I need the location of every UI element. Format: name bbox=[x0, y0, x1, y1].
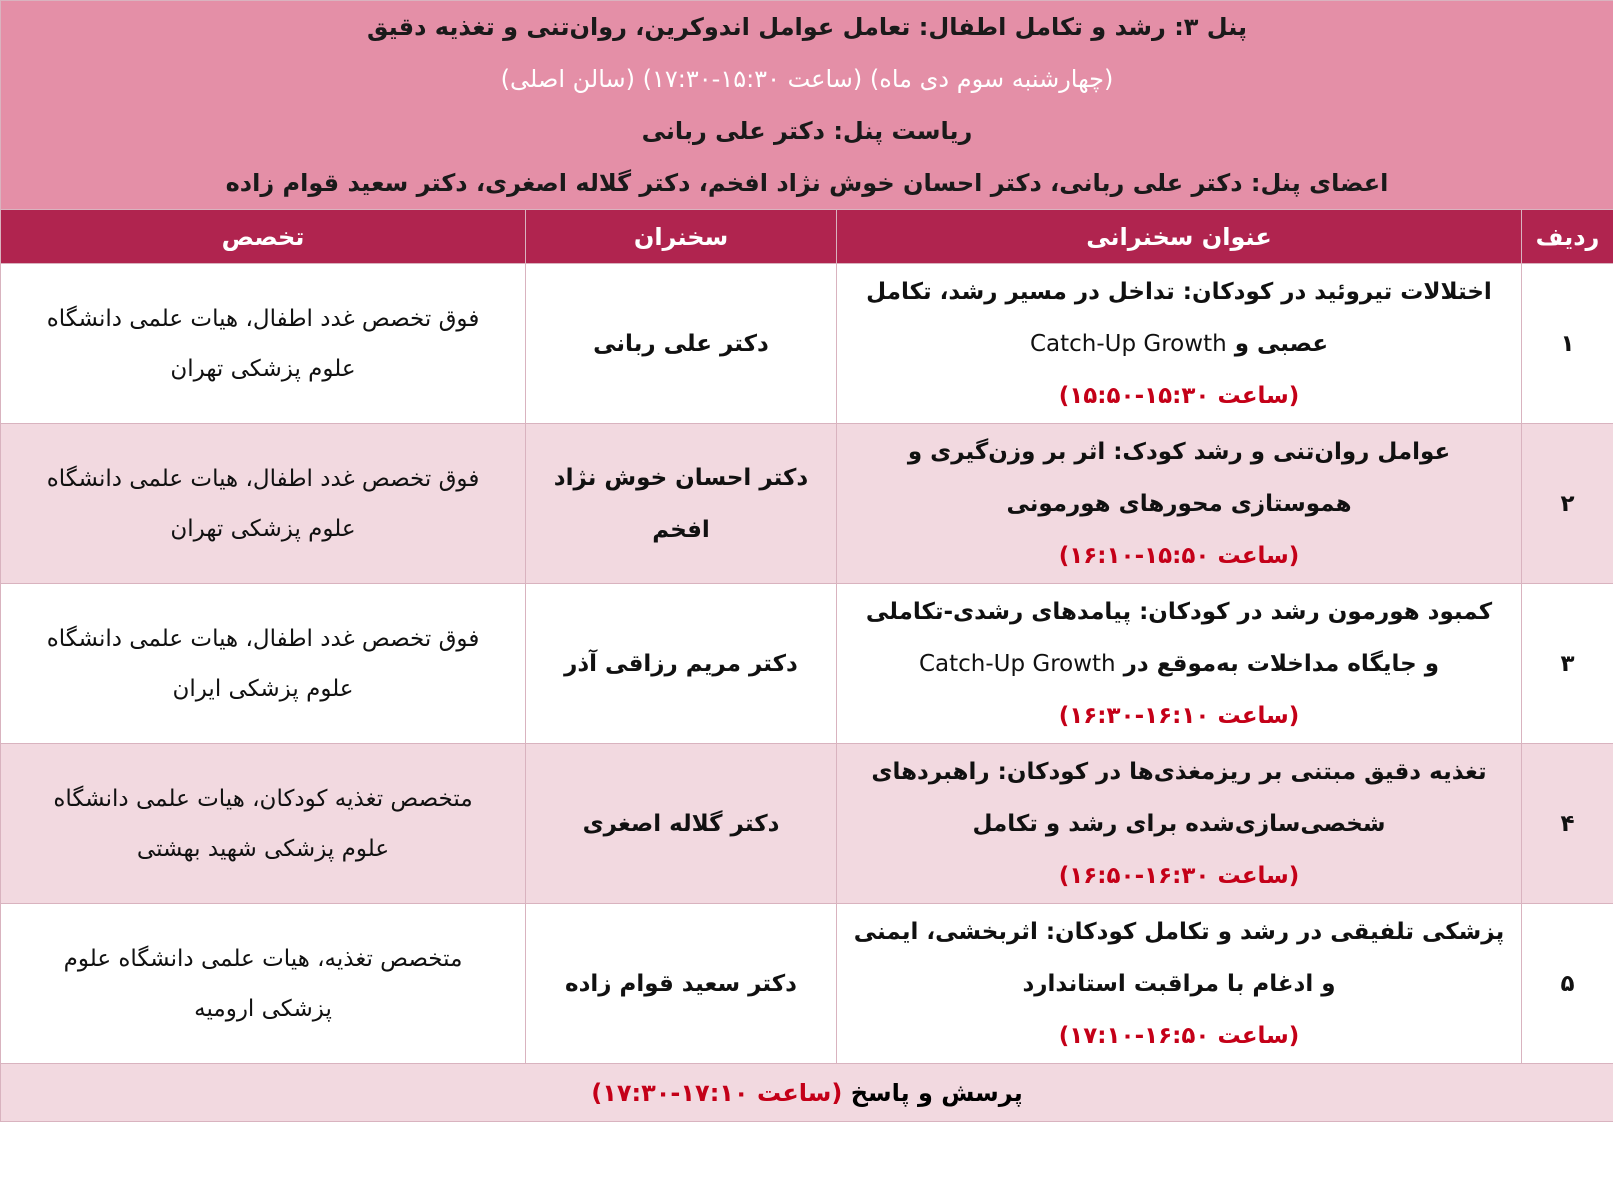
specialty-line: فوق تخصص غدد اطفال، هیات علمی دانشگاه bbox=[46, 465, 480, 492]
column-header-speaker: سخنران bbox=[526, 210, 837, 264]
qa-label: پرسش و پاسخ bbox=[850, 1078, 1023, 1107]
talk-title-english: Catch-Up Growth bbox=[1029, 330, 1227, 357]
talk-title-text: عصبی و bbox=[1234, 330, 1329, 357]
speaker-name: دکتر احسان خوش نژاد افخم bbox=[526, 424, 837, 584]
talk-title-line: عوامل روان‌تنی و رشد کودک: اثر بر وزن‌گیری و bbox=[907, 438, 1451, 465]
talk-title-line: پزشکی تلفیقی در رشد و تکامل کودکان: اثربخشی، ایمنی bbox=[853, 918, 1505, 945]
panel-session-info: (چهارشنبه سوم دی ماه) (ساعت ۱۵:۳۰-۱۷:۳۰) (سالن اصلی) bbox=[500, 65, 1114, 93]
talk-title-english: Catch-Up Growth bbox=[918, 650, 1116, 677]
talk-title-text: و جایگاه مداخلات به‌موقع در bbox=[1123, 650, 1440, 677]
table-row bbox=[1, 264, 1613, 424]
specialty-line: فوق تخصص غدد اطفال، هیات علمی دانشگاه bbox=[46, 305, 480, 332]
table-row bbox=[1, 904, 1613, 1064]
talk-time: (ساعت ۱۶:۳۰-۱۶:۵۰) bbox=[1058, 862, 1300, 889]
panel-chair: ریاست پنل: دکتر علی ربانی bbox=[641, 117, 973, 145]
specialty-line: پزشکی ارومیه bbox=[194, 995, 332, 1022]
panel-title: پنل ۳: رشد و تکامل اطفال: تعامل عوامل اندوکرین، روان‌تنی و تغذیه دقیق bbox=[366, 13, 1248, 41]
panel-header bbox=[1, 1, 1613, 210]
specialty-line: فوق تخصص غدد اطفال، هیات علمی دانشگاه bbox=[46, 625, 480, 652]
talk-time: (ساعت ۱۵:۵۰-۱۶:۱۰) bbox=[1058, 542, 1300, 569]
speaker-specialty bbox=[1, 264, 526, 424]
talk-title-line bbox=[837, 318, 1521, 370]
talk-time: (ساعت ۱۵:۳۰-۱۵:۵۰) bbox=[1058, 382, 1300, 409]
speaker-specialty bbox=[1, 744, 526, 904]
speaker-name: دکتر گلاله اصغری bbox=[526, 744, 837, 904]
table-row bbox=[1, 744, 1613, 904]
talk-cell bbox=[837, 904, 1522, 1064]
speaker-specialty bbox=[1, 584, 526, 744]
talk-title-line: و ادغام با مراقبت استاندارد bbox=[1022, 970, 1336, 997]
specialty-line: علوم پزشکی تهران bbox=[170, 355, 356, 382]
speaker-name: دکتر علی ربانی bbox=[526, 264, 837, 424]
specialty-line: علوم پزشکی شهید بهشتی bbox=[136, 835, 390, 862]
specialty-line: متخصص تغذیه، هیات علمی دانشگاه علوم bbox=[63, 945, 463, 972]
panel-header-row bbox=[1, 1, 1613, 210]
row-number: ۳ bbox=[1522, 584, 1613, 744]
column-header-title: عنوان سخنرانی bbox=[837, 210, 1522, 264]
speaker-specialty bbox=[1, 424, 526, 584]
column-header-row bbox=[1, 210, 1613, 264]
row-number: ۴ bbox=[1522, 744, 1613, 904]
talk-time: (ساعت ۱۶:۱۰-۱۶:۳۰) bbox=[1058, 702, 1300, 729]
specialty-line: علوم پزشکی تهران bbox=[170, 515, 356, 542]
talk-time: (ساعت ۱۶:۵۰-۱۷:۱۰) bbox=[1058, 1022, 1300, 1049]
row-number: ۱ bbox=[1522, 264, 1613, 424]
talk-title-line bbox=[837, 638, 1521, 690]
specialty-line: متخصص تغذیه کودکان، هیات علمی دانشگاه bbox=[53, 785, 473, 812]
speaker-specialty bbox=[1, 904, 526, 1064]
column-header-specialty: تخصص bbox=[1, 210, 526, 264]
talk-cell bbox=[837, 584, 1522, 744]
row-number: ۲ bbox=[1522, 424, 1613, 584]
table-row bbox=[1, 424, 1613, 584]
talk-title-line: هموستازی محورهای هورمونی bbox=[1006, 490, 1352, 517]
talk-title-line: اختلالات تیروئید در کودکان: تداخل در مسیر رشد، تکامل bbox=[866, 278, 1492, 305]
column-header-row-number: ردیف bbox=[1522, 210, 1613, 264]
speaker-name: دکتر سعید قوام زاده bbox=[526, 904, 837, 1064]
speaker-name: دکتر مریم رزاقی آذر bbox=[526, 584, 837, 744]
panel-members: اعضای پنل: دکتر علی ربانی، دکتر احسان خوش نژاد افخم، دکتر گلاله اصغری، دکتر سعید قوام زاده bbox=[225, 169, 1389, 197]
talk-cell bbox=[837, 264, 1522, 424]
talk-title-line: کمبود هورمون رشد در کودکان: پیامدهای رشدی-تکاملی bbox=[865, 598, 1493, 625]
qa-row bbox=[1, 1064, 1613, 1122]
qa-cell bbox=[1, 1064, 1613, 1122]
qa-time: (ساعت ۱۷:۱۰-۱۷:۳۰) bbox=[591, 1078, 843, 1107]
table-row bbox=[1, 584, 1613, 744]
specialty-line: علوم پزشکی ایران bbox=[172, 675, 354, 702]
talk-cell bbox=[837, 424, 1522, 584]
talk-cell bbox=[837, 744, 1522, 904]
talk-title-line: شخصی‌سازی‌شده برای رشد و تکامل bbox=[972, 810, 1386, 837]
talk-title-line: تغذیه دقیق مبتنی بر ریزمغذی‌ها در کودکان: راهبردهای bbox=[871, 758, 1487, 785]
row-number: ۵ bbox=[1522, 904, 1613, 1064]
